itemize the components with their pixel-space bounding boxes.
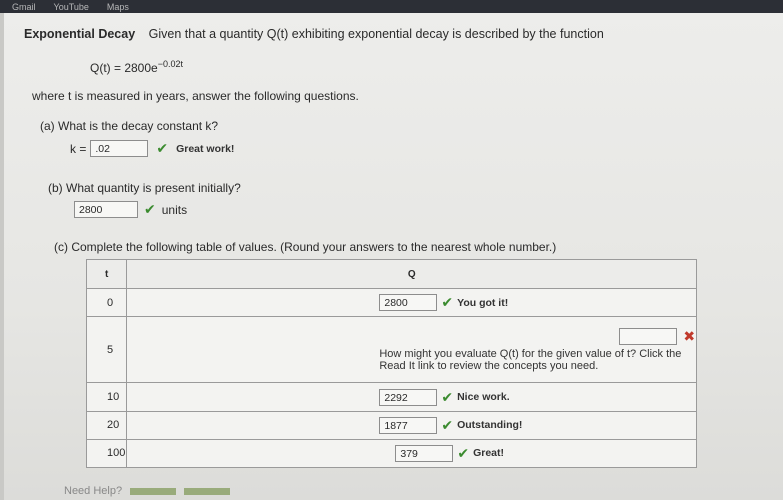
bookmark-maps[interactable]: Maps	[106, 1, 129, 12]
part-a-feedback: Great work!	[176, 142, 235, 155]
check-icon: ✔	[441, 416, 454, 433]
help-button[interactable]	[184, 488, 230, 495]
part-a-answer-row	[70, 140, 234, 157]
check-icon: ✔	[144, 201, 156, 217]
t-value: 0	[87, 289, 127, 317]
bookmark-gmail[interactable]: Gmail	[12, 1, 36, 12]
check-icon: ✔	[457, 444, 470, 461]
help-button[interactable]	[130, 488, 176, 495]
table-header-row	[87, 260, 697, 289]
part-a-question: (a) What is the decay constant k?	[40, 119, 219, 133]
q-answer-input[interactable]: 1877	[379, 417, 437, 434]
problem-intro: Given that a quantity Q(t) exhibiting exponential decay is described by the function	[148, 27, 604, 41]
cross-icon: ✖	[683, 327, 696, 344]
t-value: 5	[87, 317, 127, 383]
decay-equation: $Q(t) = 2800e^{-0.02t}$	[90, 59, 183, 75]
check-icon: ✔	[441, 294, 454, 311]
t-column-header: t	[87, 260, 127, 289]
initial-quantity-input[interactable]: 2800	[74, 201, 138, 218]
need-help-bar	[64, 485, 230, 497]
row-feedback: Great!	[473, 447, 505, 460]
part-c-question: (c) Complete the following table of values. (Round your answers to the nearest whole number.)	[54, 240, 557, 254]
units-note: where t is measured in years, answer the following questions.	[32, 89, 359, 103]
k-label: k =	[70, 141, 87, 156]
row-feedback-hint: How might you evaluate Q(t) for the given value of t? Click the Read It link to review the concepts you need.	[379, 347, 682, 372]
q-answer-input[interactable]	[619, 328, 677, 345]
part-b-answer-row	[74, 201, 187, 218]
q-column-header: Q	[127, 260, 697, 289]
table-row	[87, 411, 697, 439]
check-icon: ✔	[156, 140, 169, 156]
table-row	[87, 289, 697, 317]
need-help-label: Need Help?	[64, 485, 123, 497]
problem-title: Exponential Decay	[24, 27, 136, 41]
browser-bookmarks-bar	[0, 0, 783, 13]
values-table	[86, 259, 697, 468]
table-row	[87, 439, 697, 467]
t-value: 100	[87, 439, 127, 467]
q-answer-input[interactable]: 2292	[379, 389, 437, 406]
part-b-question: (b) What quantity is present initially?	[48, 181, 241, 195]
k-answer-input[interactable]: .02	[90, 140, 148, 157]
problem-page	[4, 13, 783, 500]
units-label: units	[161, 202, 188, 217]
row-feedback: You got it!	[457, 296, 509, 309]
q-answer-input[interactable]: 2800	[379, 294, 437, 311]
bookmark-youtube[interactable]: YouTube	[53, 1, 89, 12]
table-row	[87, 383, 697, 411]
q-answer-input[interactable]: 379	[395, 445, 453, 462]
table-row	[87, 317, 697, 383]
t-value: 20	[87, 411, 127, 439]
row-feedback: Nice work.	[457, 391, 510, 404]
problem-header	[24, 27, 604, 41]
row-feedback: Outstanding!	[457, 419, 523, 432]
t-value: 10	[87, 383, 127, 411]
check-icon: ✔	[441, 388, 454, 405]
